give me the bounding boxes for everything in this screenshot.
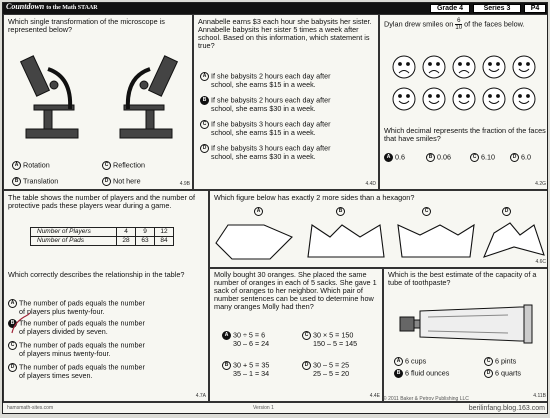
question-text: Which single transformation of the microscope is represented below?	[8, 17, 165, 34]
option-line: 30 × 5 = 150	[313, 330, 354, 340]
option-c[interactable]	[302, 331, 357, 348]
option-line: school, she earns $15 in a week.	[211, 128, 316, 137]
shape-a	[216, 225, 292, 259]
bubble-c[interactable]: C	[484, 357, 493, 366]
option-d[interactable]	[484, 369, 521, 378]
option-line: 150 – 5 = 145	[313, 339, 358, 348]
toothpaste-tube-icon	[398, 303, 538, 345]
pencil-mark	[8, 309, 38, 337]
bubble-d[interactable]: D	[8, 363, 17, 372]
option-line: 25 – 5 = 20	[313, 369, 350, 378]
series-label: Series 3	[473, 4, 521, 13]
question-text: Annabelle earns $3 each hour she babysits her sister. Annabelle babysits her sister 5 times a week after school. Based on this information, which statement is true?	[198, 17, 372, 50]
smile-face-icon	[423, 88, 445, 110]
option-text: 0.06	[437, 152, 451, 162]
table-cell: 28	[117, 237, 136, 246]
question-prefix: Dylan drew smiles on	[384, 19, 454, 29]
option-a[interactable]	[200, 72, 376, 89]
smile-face-icon	[453, 88, 475, 110]
option-text: Translation	[23, 176, 59, 186]
option-d[interactable]	[102, 177, 141, 186]
question-oranges	[209, 268, 383, 402]
bubble-b[interactable]: B	[222, 361, 231, 370]
smile-face-icon	[513, 56, 535, 78]
fraction-numerator: 6	[457, 18, 461, 24]
option-line: 30 + 5 = 35	[233, 360, 270, 370]
header-bar	[3, 3, 548, 14]
question-text: Which is the best estimate of the capacity of a tube of toothpaste?	[388, 270, 537, 287]
table-cell: 12	[155, 228, 174, 237]
option-b[interactable]	[426, 153, 451, 162]
bubble-c[interactable]: C	[102, 161, 111, 170]
label-c[interactable]: C	[422, 207, 431, 216]
label-d[interactable]: D	[502, 207, 511, 216]
option-text: 0.6	[395, 152, 405, 162]
bubble-b[interactable]: B	[12, 177, 21, 186]
label-a[interactable]: A	[254, 207, 263, 216]
standard-code: 4.6C	[535, 259, 546, 265]
fraction-denominator: 10	[455, 25, 463, 31]
smile-face-icon	[513, 88, 535, 110]
bubble-a[interactable]: A	[200, 72, 209, 81]
question-toothpaste	[383, 268, 548, 402]
footer-copyright: © 2011 Baker & Petrov Publishing LLC	[383, 396, 469, 402]
option-line: If she babysits 3 hours each day after	[211, 143, 331, 153]
option-a[interactable]	[394, 357, 426, 366]
option-text: Not here	[113, 176, 141, 186]
question-text: The table shows the number of players and the number of protective pads these players wear during a game.	[8, 193, 195, 210]
bubble-c[interactable]: C	[200, 120, 209, 129]
option-a[interactable]	[12, 161, 50, 170]
faces-figure	[390, 53, 542, 115]
option-text: 6 fluid ounces	[405, 368, 450, 378]
bubble-d[interactable]: D	[302, 361, 311, 370]
option-d[interactable]	[302, 361, 349, 378]
smile-face-icon	[483, 88, 505, 110]
question-text	[384, 18, 548, 31]
option-line: of players divided by seven.	[19, 327, 108, 336]
bubble-d[interactable]: D	[200, 144, 209, 153]
standard-code: 4.4D	[365, 181, 376, 187]
sub-question-text: Which correctly describes the relationship in the table?	[8, 270, 185, 279]
table-cell: 4	[117, 228, 136, 237]
option-line: of players minus twenty-four.	[19, 349, 111, 358]
option-text: Reflection	[113, 160, 145, 170]
frown-face-icon	[423, 56, 445, 78]
option-line: school, she earns $30 in a week.	[211, 152, 316, 161]
option-c[interactable]	[470, 153, 495, 162]
table-cell: 63	[136, 237, 155, 246]
bubble-a-marked[interactable]: A	[384, 153, 393, 162]
option-line: 30 – 5 = 25	[313, 360, 350, 370]
page-label: P4	[524, 4, 546, 13]
option-line: of players plus twenty-four.	[19, 307, 105, 316]
option-line: 30 – 6 = 24	[233, 339, 270, 348]
option-d[interactable]	[510, 153, 531, 162]
microscope-right	[120, 56, 177, 138]
table-cell: 84	[155, 237, 174, 246]
question-suffix: of the faces below.	[464, 19, 525, 29]
option-line: 35 – 1 = 34	[233, 369, 270, 378]
standard-code: 4.11B	[533, 393, 546, 399]
row-label: Number of Pads	[31, 237, 117, 246]
table-row	[31, 228, 174, 237]
question-faces	[379, 14, 548, 190]
option-line: The number of pads equals the number	[19, 298, 145, 308]
option-b[interactable]	[12, 177, 58, 186]
watermark: berilinfang.blog.163.com	[468, 405, 545, 412]
fraction	[455, 18, 462, 31]
option-text: 6 cups	[405, 356, 427, 366]
bubble-a-marked[interactable]: A	[222, 331, 231, 340]
option-line: 30 ÷ 5 = 6	[233, 330, 266, 340]
players-pads-table	[30, 227, 174, 246]
option-c[interactable]	[102, 161, 145, 170]
table-row	[31, 237, 174, 246]
option-line: school, she earns $30 in a week.	[211, 104, 316, 113]
option-a[interactable]	[222, 331, 269, 348]
standard-code: 4.7A	[195, 393, 206, 399]
shape-d	[484, 223, 544, 257]
bubble-c[interactable]: C	[470, 153, 479, 162]
bubble-d[interactable]: D	[510, 153, 519, 162]
standard-code: 4.9B	[179, 181, 190, 187]
brand	[6, 2, 126, 13]
smile-face-icon	[483, 56, 505, 78]
bubble-b[interactable]: B	[426, 153, 435, 162]
option-text: Rotation	[23, 160, 50, 170]
shapes-figure	[214, 219, 546, 263]
option-d[interactable]	[8, 363, 206, 380]
standard-code: 4.4E	[369, 393, 380, 399]
brand-title: Countdown	[6, 2, 45, 11]
option-c[interactable]	[200, 120, 376, 137]
option-line: If she babysits 3 hours each day after	[211, 119, 331, 129]
option-b[interactable]	[200, 96, 376, 113]
option-text: 6.10	[481, 152, 495, 162]
sub-question-text: Which decimal represents the fraction of the faces that have smiles?	[384, 126, 546, 143]
frown-face-icon	[453, 56, 475, 78]
option-line: The number of pads equals the number	[19, 318, 145, 328]
shape-b	[308, 225, 384, 257]
table-cell: 9	[136, 228, 155, 237]
question-text: Molly bought 30 oranges. She placed the same number of oranges in each of 5 sacks. She gave 1 sack of oranges to her neighbor. Which pair of number sentences can be used to determine how many oranges Molly had then?	[214, 270, 377, 311]
question-microscope	[3, 14, 193, 190]
microscope-left	[21, 56, 78, 138]
option-d[interactable]	[200, 144, 376, 161]
frown-face-icon	[393, 56, 415, 78]
bubble-b-marked[interactable]: B	[394, 369, 403, 378]
bubble-a[interactable]: A	[8, 299, 17, 308]
bubble-a[interactable]: A	[12, 161, 21, 170]
option-line: school, she earns $15 in a week.	[211, 80, 316, 89]
row-label: Number of Players	[31, 228, 117, 237]
option-line: The number of pads equals the number	[19, 340, 145, 350]
question-shapes	[209, 190, 548, 268]
standard-code: 4.2G	[535, 181, 546, 187]
option-c[interactable]	[8, 341, 206, 358]
smile-face-icon	[393, 88, 415, 110]
option-line: The number of pads equals the number	[19, 362, 145, 372]
option-line: If she babysits 2 hours each day after	[211, 95, 331, 105]
footer-left: hamsmath-sites.com	[7, 405, 54, 411]
bubble-b-marked[interactable]: B	[200, 96, 209, 105]
bubble-d[interactable]: D	[102, 177, 111, 186]
bubble-c[interactable]: C	[8, 341, 17, 350]
bubble-d[interactable]: D	[484, 369, 493, 378]
option-text: 6 quarts	[495, 368, 521, 378]
label-b[interactable]: B	[336, 207, 345, 216]
bubble-c[interactable]: C	[302, 331, 311, 340]
grade-label: Grade 4	[430, 4, 470, 13]
bubble-b-marked[interactable]: B	[8, 319, 17, 328]
footer-version: Version 1	[253, 405, 274, 411]
option-line: If she babysits 2 hours each day after	[211, 71, 331, 81]
option-c[interactable]	[484, 357, 516, 366]
option-b[interactable]	[222, 361, 269, 378]
option-text: 6.0	[521, 152, 531, 162]
question-babysitting	[193, 14, 379, 190]
microscope-figure	[14, 47, 184, 147]
option-text: 6 pints	[495, 356, 517, 366]
option-b[interactable]	[394, 369, 449, 378]
question-text: Which figure below has exactly 2 more sides than a hexagon?	[214, 193, 415, 202]
option-line: of players times seven.	[19, 371, 93, 380]
question-pads	[3, 190, 209, 402]
shape-c	[398, 225, 474, 257]
brand-subtitle: to the Math STAAR	[46, 5, 98, 11]
option-a[interactable]	[384, 153, 405, 162]
bubble-a[interactable]: A	[394, 357, 403, 366]
worksheet	[2, 2, 548, 414]
